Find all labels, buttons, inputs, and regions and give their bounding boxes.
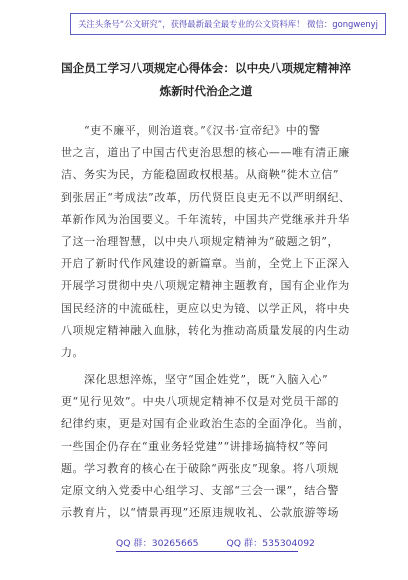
footer-contacts	[116, 535, 315, 549]
qq-group-1: QQ 群：30265665	[116, 538, 199, 549]
paragraph-line: 世之言，道出了中国古代吏治思想的核心——唯有清正廉	[61, 146, 350, 160]
paragraph-line: 示教育片，以“情景再现”还原违规收礼、公款旅游等场	[61, 506, 339, 520]
paragraph-line: 八项规定精神融入血脉，转化为推动高质量发展的内生动	[61, 323, 350, 337]
document-title-line-2: 炼新时代治企之道	[159, 84, 253, 98]
paragraph-line: 洁、务实为民，方能稳固政权根基。从商鞅“徙木立信”	[61, 168, 339, 182]
paragraph-line: 到张居正“考成法”改革，历代贤臣良吏无不以严明纲纪、	[61, 190, 351, 204]
paragraph-line: 开展学习贯彻中央八项规定精神主题教育，国有企业作为	[61, 279, 350, 293]
promo-banner-text: 关注头条号“公文研究”，获得最新最全最专业的公文资料库！ 微信：gongwenyj	[78, 19, 378, 29]
paragraph-line: 更“见行见效”。中央八项规定精神不仅是对党员干部的	[61, 395, 339, 409]
paragraph-line: 定原文纳入党委中心组学习、支部“三会一课”，结合警	[61, 484, 339, 498]
paragraph-line: 力。	[61, 346, 85, 360]
footer-underline	[116, 551, 298, 552]
paragraph-line: 一些国企仍存在“重业务轻党建”“讲排场搞特权”等问	[61, 439, 329, 453]
body-paragraph-2	[61, 369, 351, 524]
paragraph-line: 深化思想淬炼，坚守“国企姓党”，既“入脑入心”	[84, 373, 329, 386]
paragraph-line: “吏不廉平，则治道衰。”《汉书·宣帝纪》中的警	[84, 124, 321, 137]
paragraph-line: 了这一治理智慧，以中央八项规定精神为“破题之钥”，	[61, 235, 339, 249]
document-title-line-1: 国企员工学习八项规定心得体会：以中央八项规定精神淬	[61, 61, 351, 75]
paragraph-line: 国民经济的中流砥柱，更应以史为镜、以学正风，将中央	[61, 301, 350, 315]
paragraph-line: 开启了新时代作风建设的新篇章。当前，全党上下正深入	[61, 257, 350, 271]
qq-group-2: QQ 群：535304092	[226, 538, 315, 549]
promo-banner	[70, 13, 386, 35]
paragraph-line: 题。学习教育的核心在于破除“两张皮”现象。将八项规	[61, 461, 339, 475]
body-paragraph-1	[61, 120, 351, 364]
paragraph-line: 革新作风为治国要义。千年流转，中国共产党继承并升华	[61, 212, 350, 226]
paragraph-line: 纪律约束，更是对国有企业政治生态的全面净化。当前，	[61, 417, 350, 431]
